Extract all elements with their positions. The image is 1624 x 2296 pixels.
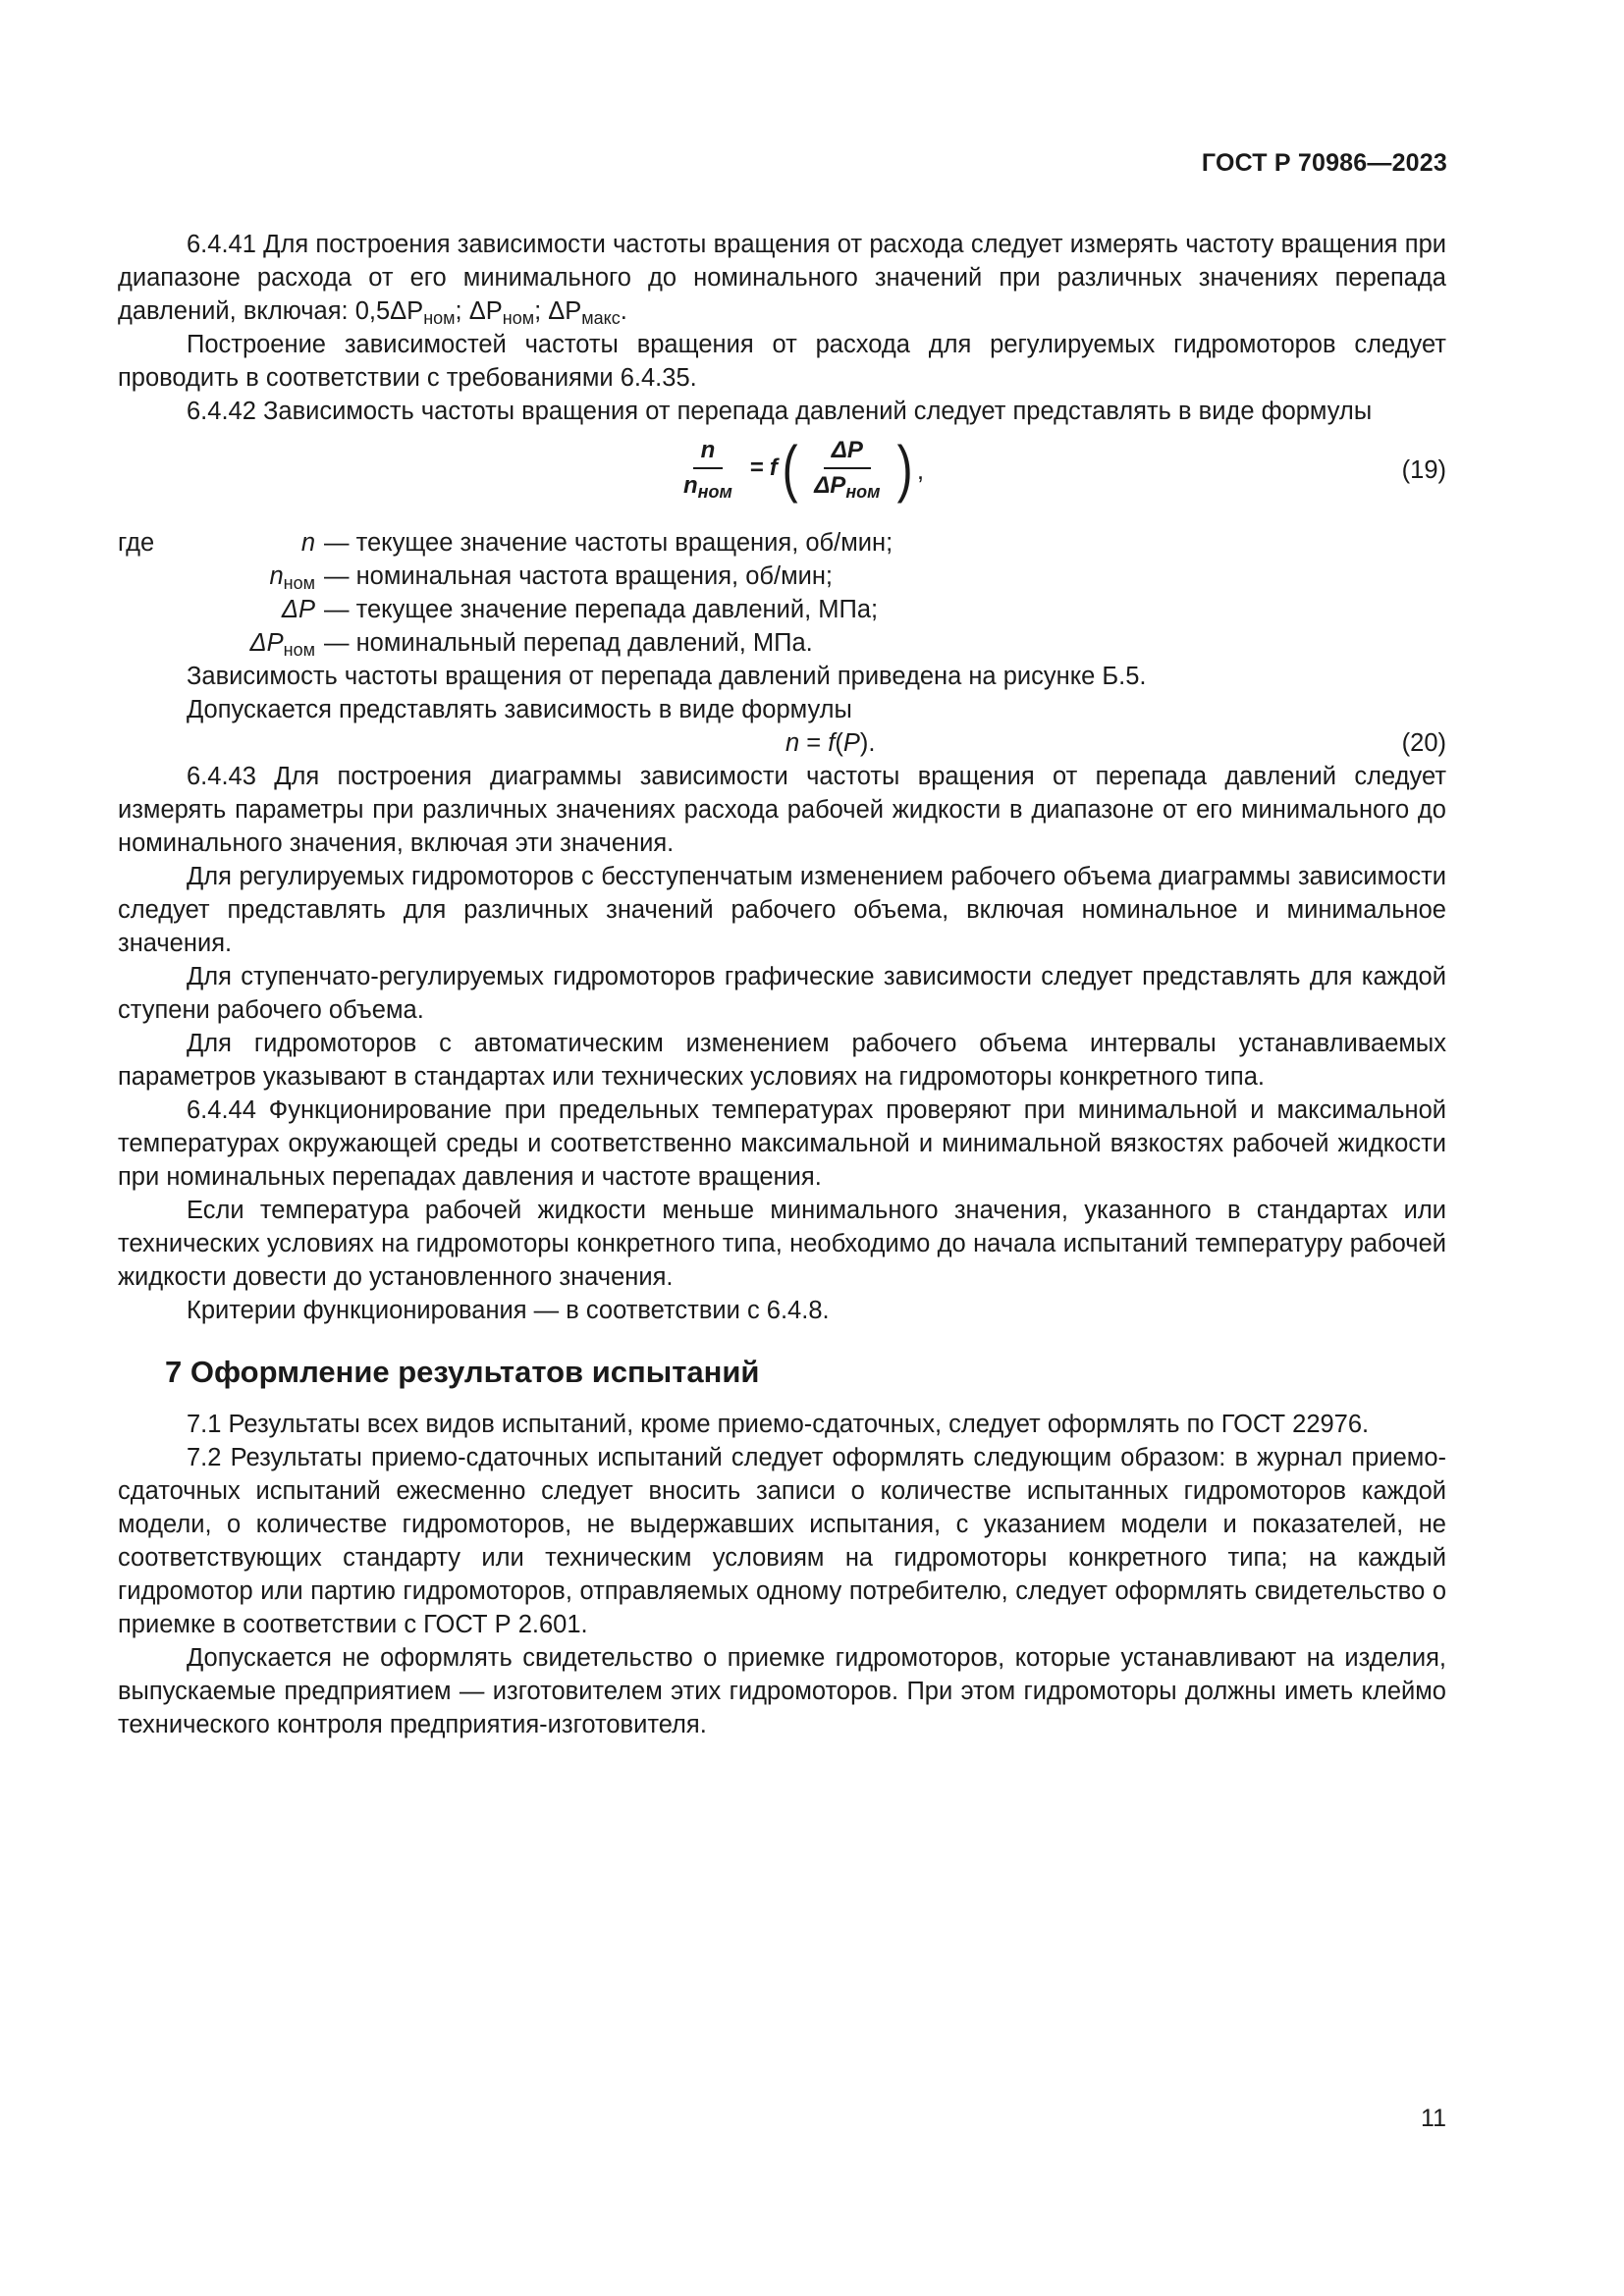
paragraph-6-4-42: 6.4.42 Зависимость частоты вращения от перепада давлений следует представлять в виде формулы: [187, 398, 1373, 425]
formula-20-p: P: [842, 729, 860, 757]
section-7-title: 7 Оформление результатов испытаний: [165, 1355, 760, 1389]
rhs-denominator: [806, 469, 888, 501]
equation-number-20: (20): [1401, 729, 1446, 757]
definition-item: [118, 626, 1446, 660]
symbol-sub: ном: [283, 573, 315, 593]
function-f: f: [769, 454, 778, 481]
open-paren: (: [782, 433, 798, 504]
definitions-intro: где: [118, 529, 155, 557]
formula-20-block: [118, 726, 1446, 760]
definitions-list: [118, 526, 1446, 660]
document-body: [118, 228, 1446, 1741]
lhs-den-sub: ном: [697, 482, 732, 502]
subscript-maks: макс: [581, 308, 621, 328]
formula-20-open: (: [835, 729, 843, 757]
definition-item: [118, 526, 1446, 560]
definition-symbol: [282, 593, 315, 626]
paragraph-end: .: [620, 297, 627, 325]
definition-text: — номинальная частота вращения, об/мин;: [324, 562, 834, 590]
definition-item: [118, 560, 1446, 593]
formula-comma: ,: [916, 455, 925, 485]
paragraph-6-4-43-d: Для гидромоторов с автоматическим изменением рабочего объема интервалы устанавливаемых параметров указывают в стандартах или технических условиях на гидромоторы конкретного типа.: [118, 1030, 1446, 1091]
lhs-denominator: [676, 469, 740, 501]
separator-2: ; ΔP: [534, 297, 582, 325]
definition-symbol: [301, 526, 315, 560]
paragraph-allowed-formula: Допускается представлять зависимость в виде формулы: [187, 696, 852, 723]
paragraph-6-4-41-b: Построение зависимостей частоты вращения от расхода для регулируемых гидромоторов следует проводить в соответствии с требованиями 6.4.35.: [118, 331, 1446, 392]
paragraph-6-4-41: [118, 228, 1446, 328]
formula-19-lhs-fraction: [676, 436, 740, 501]
definition-text: — текущее значение частоты вращения, об/мин;: [324, 529, 893, 557]
rhs-numerator: ΔP: [824, 436, 871, 469]
symbol-delta-p: ΔP: [281, 596, 315, 623]
formula-20-f: f: [828, 729, 836, 757]
close-paren: ): [896, 433, 913, 504]
definition-symbol: [250, 626, 315, 660]
symbol-n: n: [300, 529, 315, 557]
paragraph-6-4-44-c: Критерии функционирования — в соответствии с 6.4.8.: [187, 1297, 830, 1324]
formula-20-close: ).: [859, 729, 876, 757]
separator-1: ; ΔP: [455, 297, 503, 325]
paragraph-6-4-43: 6.4.43 Для построения диаграммы зависимости частоты вращения от перепада давлений следует измерять параметры при различных значениях расхода рабочей жидкости в диапазоне от его минимального до номинального значения, включая эти значения.: [118, 763, 1446, 857]
rhs-den-sub: ном: [845, 482, 881, 502]
paragraph-ref-b5: Зависимость частоты вращения от перепада давлений приведена на рисунке Б.5.: [187, 663, 1147, 690]
page-number: 11: [1421, 2105, 1446, 2132]
standard-code-header: ГОСТ Р 70986—2023: [1201, 149, 1447, 177]
lhs-numerator: n: [693, 436, 724, 469]
symbol-delta-p-nom: ΔP: [249, 629, 284, 657]
formula-20-n: n: [785, 729, 800, 757]
paragraph-7-2-b: Допускается не оформлять свидетельство о приемке гидромоторов, которые устанавливают на изделия, выпускаемые предприятием — изготовителем этих гидромоторов. При этом гидромоторы должны иметь клеймо технического контроля предприятия-изготовителя.: [118, 1644, 1446, 1738]
symbol-n-nom: n: [269, 562, 284, 590]
formula-20: [785, 726, 875, 760]
symbol-sub: ном: [283, 640, 315, 660]
formula-19-block: [118, 430, 1446, 520]
paragraph-6-4-44: 6.4.44 Функционирование при предельных температурах проверяют при минимальной и максимальной температурах окружающей среды и соответственно максимальной и минимальной вязкостях рабочей жидкости при номинальных перепадах давления и частоте вращения.: [118, 1096, 1446, 1191]
paragraph-7-1: 7.1 Результаты всех видов испытаний, кроме приемо-сдаточных, следует оформлять по ГОСТ 22976.: [187, 1411, 1370, 1438]
definition-item: [118, 593, 1446, 626]
equals-sign: =: [749, 454, 764, 481]
lhs-den-symbol: n: [683, 472, 698, 499]
formula-19: [670, 433, 925, 504]
paragraph-6-4-41-text: 6.4.41 Для построения зависимости частоты вращения от расхода следует измерять частоту вращения при диапазоне расхода от его минимального до номинального значений при различных значениях перепада давлений, включая: 0,5ΔP: [118, 231, 1446, 325]
equation-number-19: (19): [1401, 456, 1446, 484]
subscript-nom-2: ном: [502, 308, 535, 328]
paragraph-6-4-43-c: Для ступенчато-регулируемых гидромоторов графические зависимости следует представлять для каждой ступени рабочего объема.: [118, 963, 1446, 1024]
definition-symbol: [269, 560, 315, 593]
paragraph-6-4-43-b: Для регулируемых гидромоторов с бесступенчатым изменением рабочего объема диаграммы зависимости следует представлять для различных значений рабочего объема, включая номинальное и минимальное значения.: [118, 863, 1446, 957]
paragraph-6-4-44-b: Если температура рабочей жидкости меньше минимального значения, указанного в стандартах или технических условиях на гидромоторы конкретного типа, необходимо до начала испытаний температуру рабочей жидкости довести до установленного значения.: [118, 1197, 1446, 1291]
definition-text: — текущее значение перепада давлений, МПа;: [324, 596, 879, 623]
rhs-den-symbol: ΔP: [814, 472, 846, 499]
subscript-nom-1: ном: [423, 308, 456, 328]
paragraph-7-2: 7.2 Результаты приемо-сдаточных испытаний следует оформлять следующим образом: в журнал приемо-сдаточных испытаний ежесменно следует вносить записи о количестве испытанных гидромоторов каждой модели, о количестве гидромоторов, не выдержавших испытания, с указанием модели и показателей, не соответствующих стандарту или техническим условиям на гидромоторы конкретного типа; на каждый гидромотор или партию гидромоторов, отправляемых одному потребителю, следует оформлять свидетельство о приемке в соответствии с ГОСТ Р 2.601.: [118, 1444, 1446, 1638]
formula-20-eq: =: [799, 729, 829, 757]
definition-text: — номинальный перепад давлений, МПа.: [324, 629, 813, 657]
formula-19-rhs-fraction: [806, 436, 888, 501]
